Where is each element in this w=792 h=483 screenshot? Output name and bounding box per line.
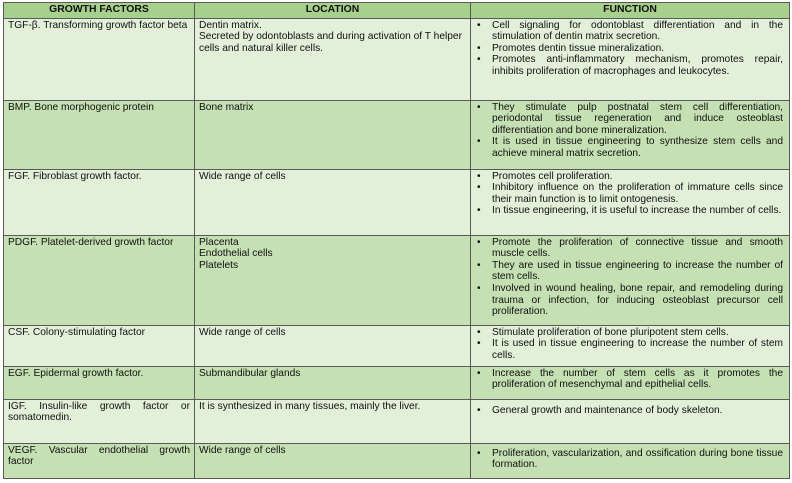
growth-factor-cell: EGF. Epidermal growth factor.	[4, 366, 195, 399]
growth-factors-table	[3, 2, 790, 479]
location-line: It is synthesized in many tissues, mainly the liver.	[199, 400, 421, 412]
growth-factor-cell: FGF. Fibroblast growth factor.	[4, 169, 195, 235]
function-cell	[471, 18, 790, 100]
location-line: Placenta	[199, 236, 239, 248]
table-row	[4, 18, 790, 100]
function-item: • In tissue engineering, it is useful to increase the number of cells.	[477, 205, 783, 217]
function-cell	[471, 235, 790, 325]
growth-factor-cell: CSF. Colony-stimulating factor	[4, 325, 195, 366]
function-item: • Promotes dentin tissue mineralization.	[477, 43, 783, 55]
growth-factor-cell: IGF. Insulin-like growth factor or somatomedin.	[4, 399, 195, 443]
function-item: • They stimulate pulp postnatal stem cell differentiation, periodontal tissue regeneration and induce osteoblast differentiation and bone mineralization.	[477, 102, 783, 137]
growth-factor-cell: TGF-β. Transforming growth factor beta	[4, 18, 195, 100]
function-item: • Involved in wound healing, bone repair, and remodeling during trauma or infection, for inducing osteoblast precursor cell proliferation.	[477, 283, 783, 318]
location-cell	[195, 169, 471, 235]
location-line: Wide range of cells	[199, 170, 286, 182]
function-item: • Increase the number of stem cells as it promotes the proliferation of mesenchymal and epithelial cells.	[477, 368, 783, 391]
location-cell	[195, 443, 471, 478]
header-function: FUNCTION	[471, 3, 790, 19]
table-row	[4, 100, 790, 169]
location-line: Dentin matrix.	[199, 19, 262, 31]
location-cell	[195, 366, 471, 399]
function-cell	[471, 399, 790, 443]
location-line: Submandibular glands	[199, 367, 301, 379]
function-cell	[471, 443, 790, 478]
function-item: • Stimulate proliferation of bone pluripotent stem cells.	[477, 327, 783, 339]
location-cell	[195, 18, 471, 100]
function-item: • Cell signaling for odontoblast differentiation and in the stimulation of dentin matrix secretion.	[477, 20, 783, 43]
function-item: • Promotes cell proliferation.	[477, 171, 783, 183]
location-line: Platelets	[199, 259, 239, 271]
location-cell	[195, 100, 471, 169]
table-row	[4, 235, 790, 325]
growth-factor-cell: BMP. Bone morphogenic protein	[4, 100, 195, 169]
function-cell	[471, 100, 790, 169]
function-cell	[471, 325, 790, 366]
function-item: • Proliferation, vascularization, and ossification during bone tissue formation.	[477, 448, 783, 471]
function-item: • They are used in tissue engineering to increase the number of stem cells.	[477, 260, 783, 283]
table-row	[4, 169, 790, 235]
function-item: • It is used in tissue engineering to synthesize stem cells and achieve mineral matrix secretion.	[477, 136, 783, 159]
function-item: • It is used in tissue engineering to increase the number of stem cells.	[477, 338, 783, 361]
location-cell	[195, 235, 471, 325]
function-item: • General growth and maintenance of body skeleton.	[477, 405, 783, 417]
location-line: Bone matrix	[199, 101, 254, 113]
location-line: Secreted by odontoblasts and during activation of T helper cells and natural killer cells.	[199, 31, 462, 54]
location-line: Endothelial cells	[199, 248, 273, 260]
table-row	[4, 399, 790, 443]
header-location: LOCATION	[195, 3, 471, 19]
growth-factor-cell: PDGF. Platelet-derived growth factor	[4, 235, 195, 325]
location-cell	[195, 399, 471, 443]
location-line: Wide range of cells	[199, 326, 286, 338]
table-row	[4, 325, 790, 366]
function-cell	[471, 169, 790, 235]
table-row	[4, 366, 790, 399]
function-item: • Promote the proliferation of connective tissue and smooth muscle cells.	[477, 237, 783, 260]
header-growth-factors: GROWTH FACTORS	[4, 3, 195, 19]
table-row	[4, 443, 790, 478]
function-item: • Inhibitory influence on the proliferation of immature cells since their main function is to limit ontogenesis.	[477, 182, 783, 205]
location-line: Wide range of cells	[199, 444, 286, 456]
header-row	[4, 3, 790, 19]
growth-factor-cell: VEGF. Vascular endothelial growth factor	[4, 443, 195, 478]
function-item: • Promotes anti-inflammatory mechanism, promotes repair, inhibits proliferation of macrophages and leukocytes.	[477, 54, 783, 77]
function-cell	[471, 366, 790, 399]
location-cell	[195, 325, 471, 366]
